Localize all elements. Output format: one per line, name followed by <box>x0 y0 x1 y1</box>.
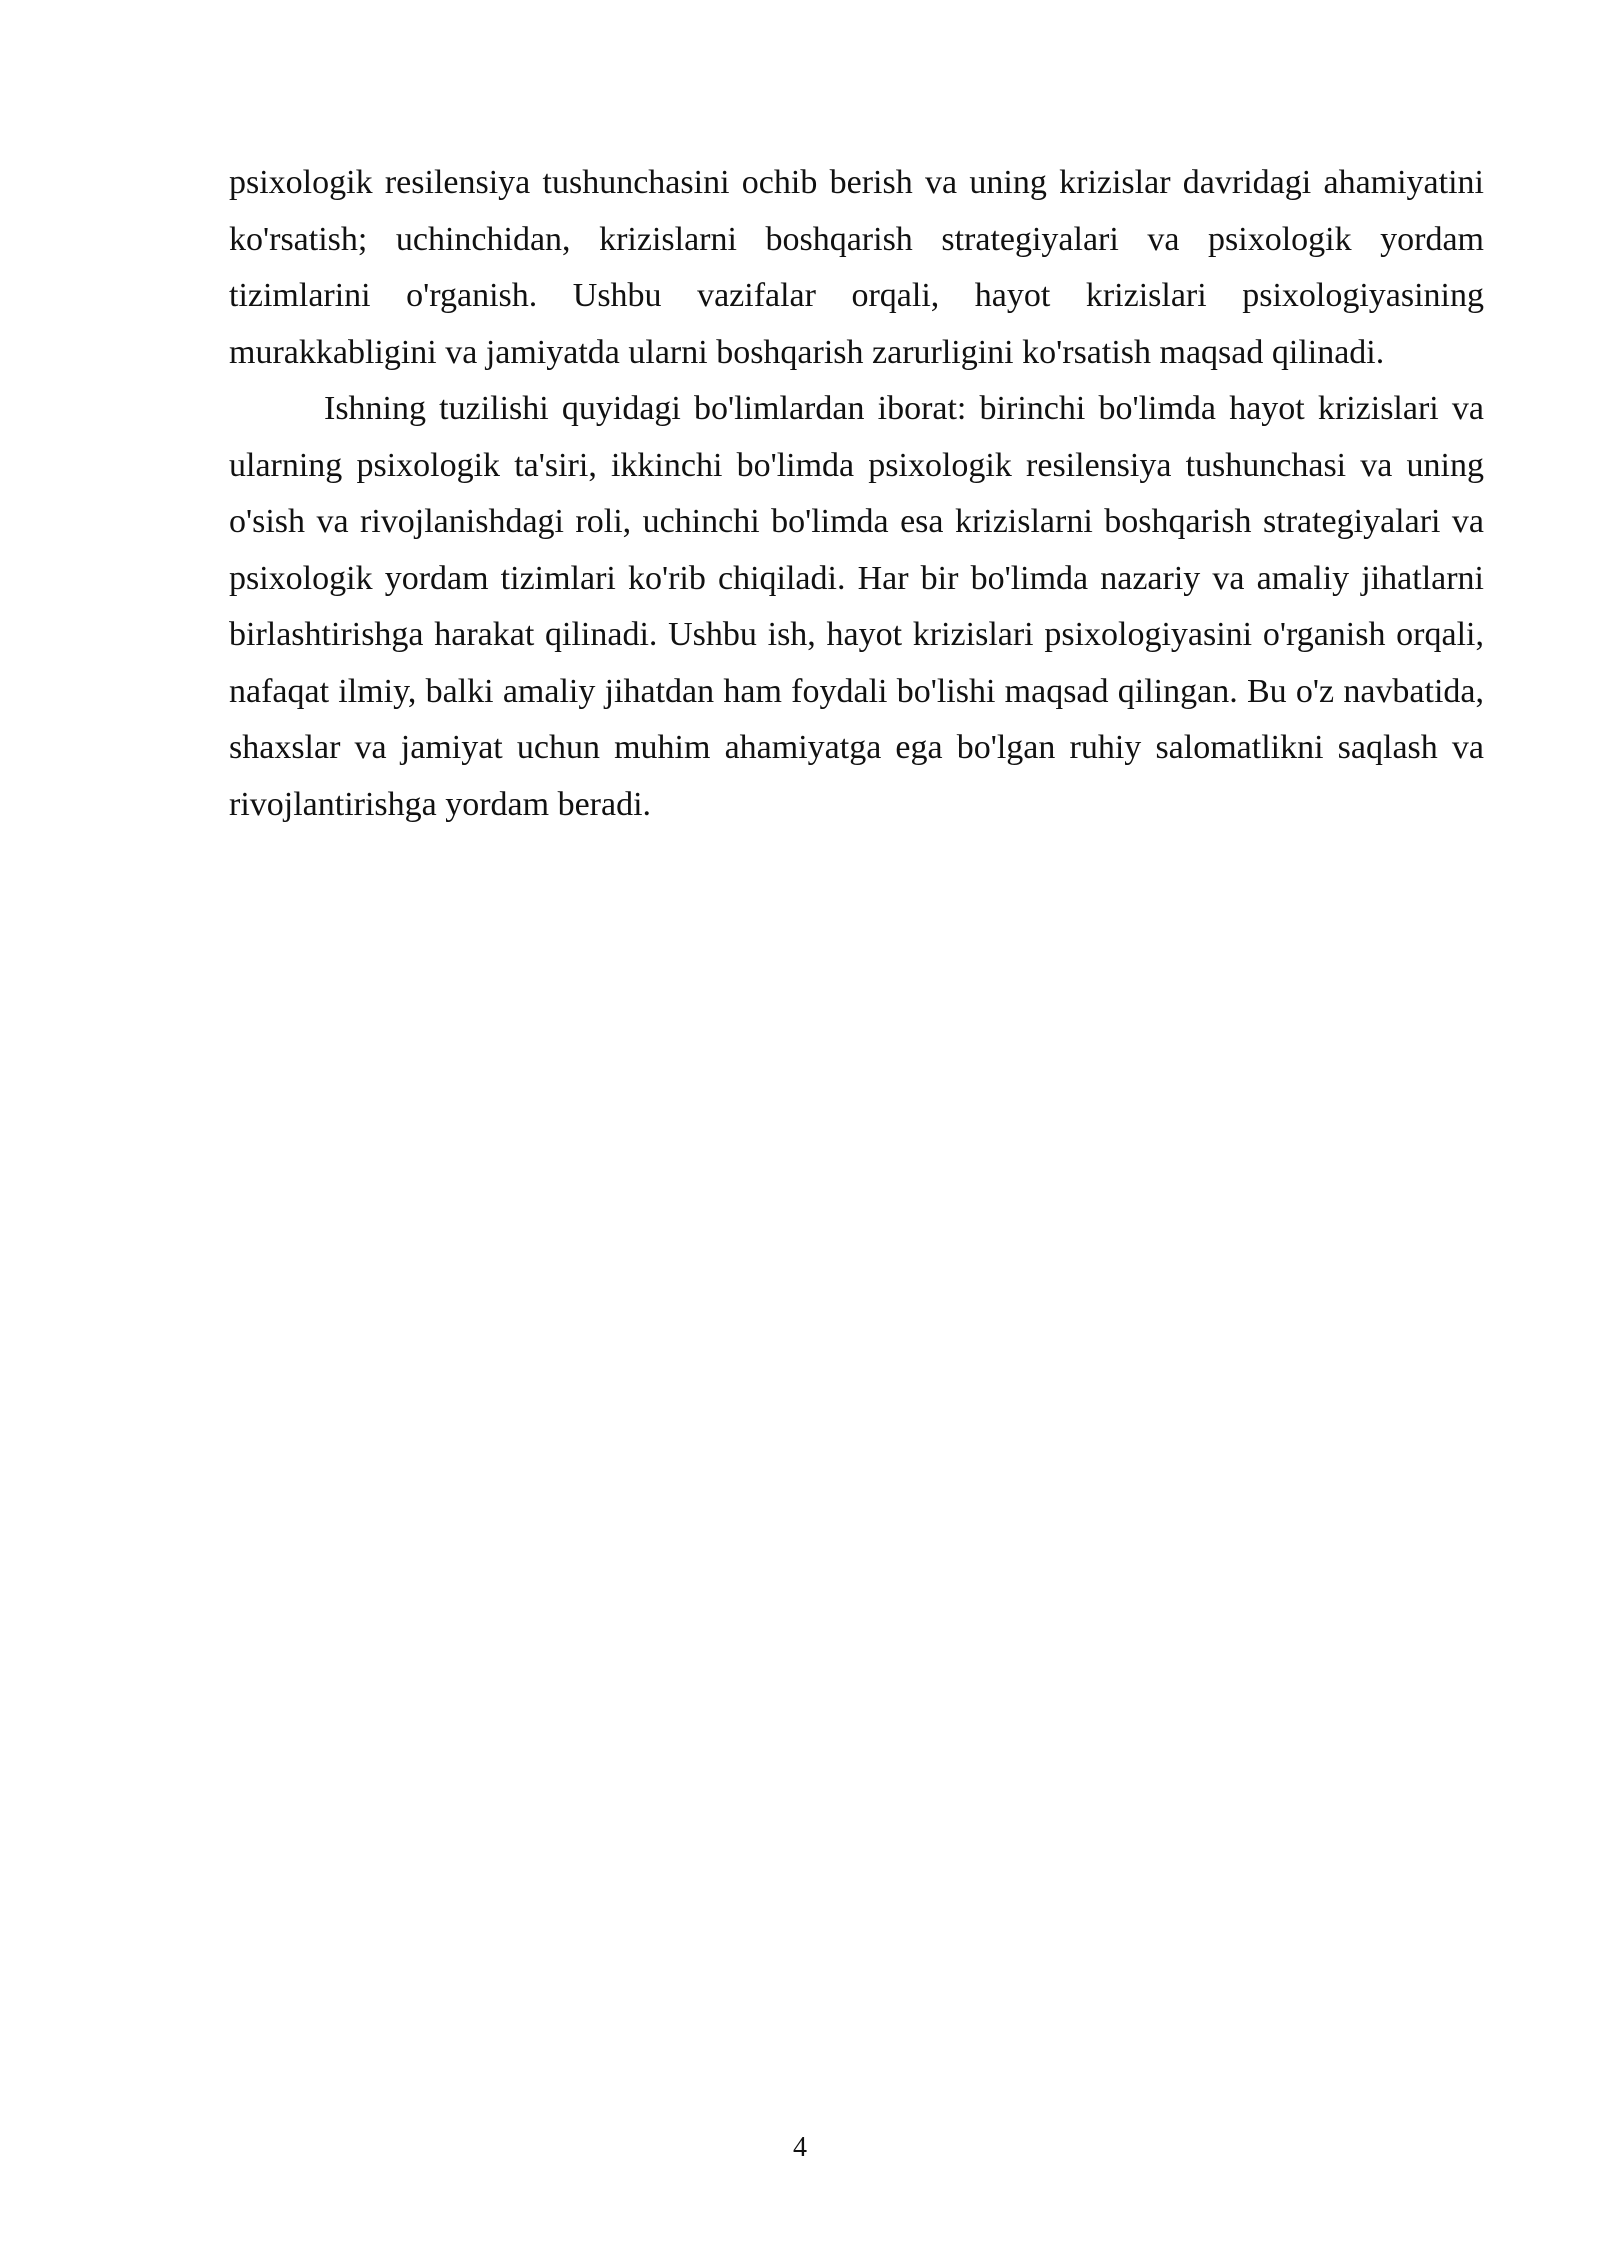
body-text <box>229 155 1484 833</box>
paragraph-continuation: psixologik resilensiya tushunchasini ochib berish va uning krizislar davridagi ahamiyatini ko'rsatish; uchinchidan, krizislarni boshqarish strategiyalari va psixologik yordam tizimlarini o'rganish. Ushbu vazifalar orqali, hayot krizislari psixologiyasining murakkabligini va jamiyatda ularni boshqarish zarurligini ko'rsatish maqsad qilinadi. <box>229 164 1484 371</box>
paragraph-structure: Ishning tuzilishi quyidagi bo'limlardan iborat: birinchi bo'limda hayot krizislari va ularning psixologik ta'siri, ikkinchi bo'limda psixologik resilensiya tushunchasi va uning o'sish va rivojlanishdagi roli, uchinchi bo'limda esa krizislarni boshqarish strategiyalari va psixologik yordam tizimlari ko'rib chiqiladi. Har bir bo'limda nazariy va amaliy jihatlarni birlashtirishga harakat qilinadi. Ushbu ish, hayot krizislari psixologiyasini o'rganish orqali, nafaqat ilmiy, balki amaliy jihatdan ham foydali bo'lishi maqsad qilingan. Bu o'z navbatida, shaxslar va jamiyat uchun muhim ahamiyatga ega bo'lgan ruhiy salomatlikni saqlash va rivojlantirishga yordam beradi. <box>229 390 1484 823</box>
page-number: 4 <box>793 2132 807 2163</box>
